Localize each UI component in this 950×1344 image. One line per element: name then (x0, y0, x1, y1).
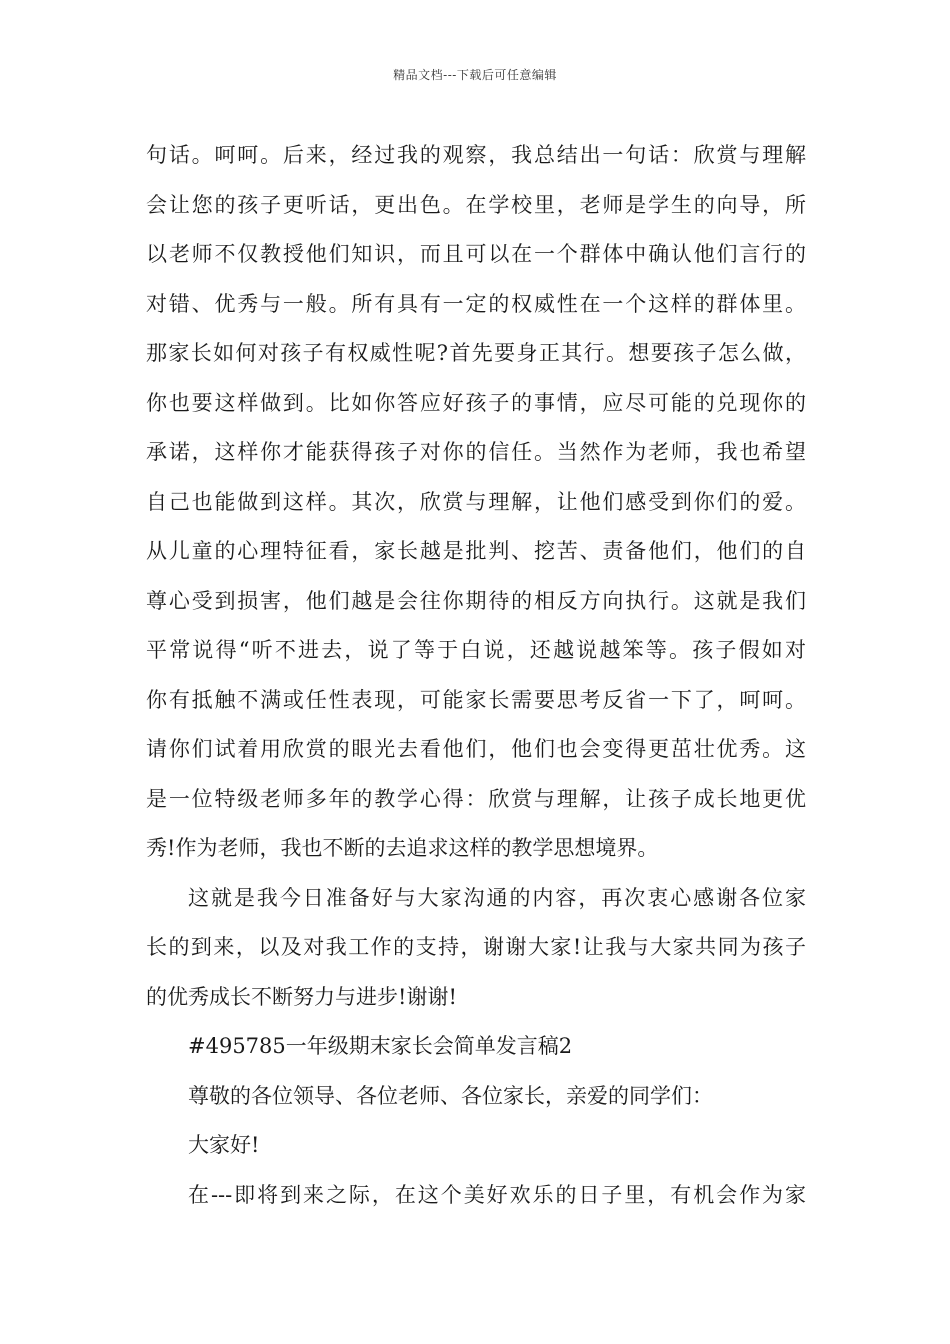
section-title: #495785一年级期末家长会简单发言稿2 (188, 1034, 573, 1058)
text-line: 以老师不仅教授他们知识，而且可以在一个群体中确认他们言行的 (146, 242, 806, 266)
document-body (146, 131, 806, 1220)
text-line: 请你们试着用欣赏的眼光去看他们，他们也会变得更茁壮优秀。这 (146, 737, 806, 761)
salutation-line: 尊敬的各位领导、各位老师、各位家长，亲爱的同学们： (188, 1083, 713, 1108)
text-line: 自己也能做到这样。其次，欣赏与理解，让他们感受到你们的爱。 (146, 489, 806, 514)
page-header: 精品文档---下载后可任意编辑 (393, 68, 557, 82)
text-line: 的优秀成长不断努力与进步!谢谢! (146, 984, 457, 1009)
text-line: 秀!作为老师，我也不断的去追求这样的教学思想境界。 (146, 836, 659, 860)
text-line: 平常说得“听不进去，说了等于白说，还越说越笨等。孩子假如对 (146, 638, 806, 662)
text-line: 那家长如何对孩子有权威性呢?首先要身正其行。想要孩子怎么做， (146, 341, 806, 365)
paragraph-start-line: 这就是我今日准备好与大家沟通的内容，再次衷心感谢各位家 (188, 885, 806, 910)
text-line: 会让您的孩子更听话，更出色。在学校里，老师是学生的向导，所 (146, 192, 806, 217)
text-line: 长的到来，以及对我工作的支持，谢谢大家!让我与大家共同为孩子 (146, 935, 806, 959)
text-line: 承诺，这样你才能获得孩子对你的信任。当然作为老师，我也希望 (146, 440, 806, 464)
text-line: 句话。呵呵。后来，经过我的观察，我总结出一句话：欣赏与理解 (146, 143, 806, 167)
text-line: 从儿童的心理特征看，家长越是批判、挖苦、责备他们，他们的自 (146, 539, 806, 563)
text-line: 是一位特级老师多年的教学心得：欣赏与理解，让孩子成长地更优 (146, 786, 806, 811)
text-line: 你也要这样做到。比如你答应好孩子的事情，应尽可能的兑现你的 (146, 390, 806, 415)
paragraph-start-line: 在---即将到来之际，在这个美好欢乐的日子里，有机会作为家 (188, 1182, 806, 1207)
text-line: 尊心受到损害，他们越是会往你期待的相反方向执行。这就是我们 (146, 588, 806, 613)
text-line: 对错、优秀与一般。所有具有一定的权威性在一个这样的群体里。 (146, 291, 806, 316)
text-line: 你有抵触不满或任性表现，可能家长需要思考反省一下了，呵呵。 (146, 687, 806, 712)
greeting-line: 大家好! (188, 1133, 260, 1157)
